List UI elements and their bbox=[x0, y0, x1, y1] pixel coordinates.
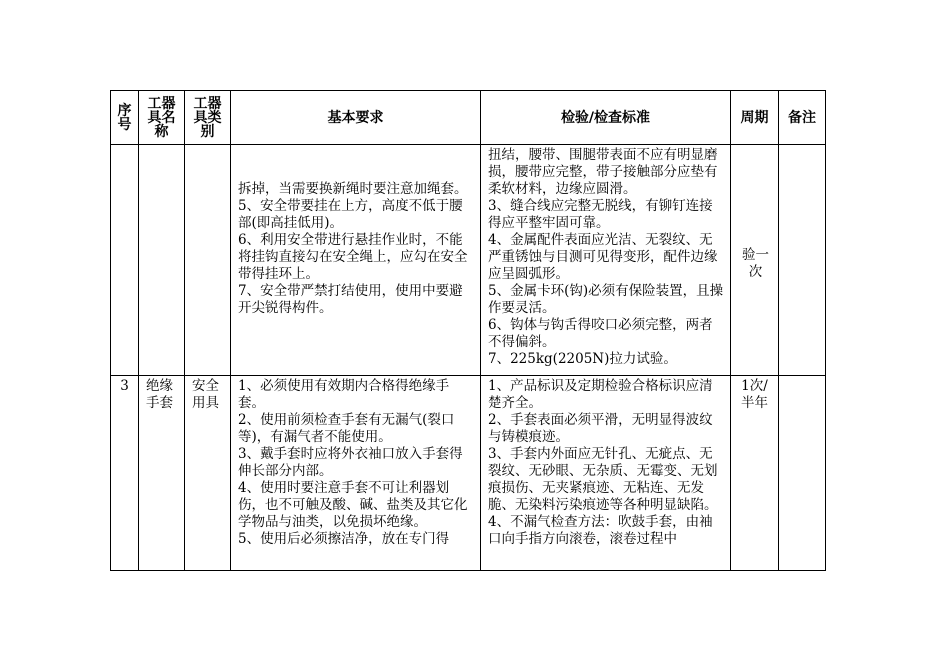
cell-tool-type: 安全 用具 bbox=[185, 376, 231, 571]
cell-tool-name bbox=[139, 145, 185, 376]
header-requirements: 基本要求 bbox=[231, 91, 481, 145]
header-no: 序 号 bbox=[111, 91, 139, 145]
cell-remarks bbox=[779, 376, 826, 571]
cell-period: 1次/ 半年 bbox=[731, 376, 779, 571]
cell-period: 验一 次 bbox=[731, 145, 779, 376]
inspection-table bbox=[110, 90, 826, 571]
cell-remarks bbox=[779, 145, 826, 376]
cell-no: 3 bbox=[111, 376, 139, 571]
cell-requirements: 拆掉，当需要换新绳时要注意加绳套。 5、安全带要挂在上方，高度不低于腰部(即高挂低用)。 6、利用安全带进行悬挂作业时，不能将挂钩直接勾在安全绳上，应勾在安全带得挂环上。 7、安全带严禁打结使用，使用中要避开尖锐得构件。 bbox=[231, 145, 481, 376]
table-header-row bbox=[111, 91, 826, 145]
header-tool-name: 工器 具名 称 bbox=[139, 91, 185, 145]
table-row bbox=[111, 145, 826, 376]
cell-requirements: 1、必须使用有效期内合格得绝缘手套。 2、使用前须检查手套有无漏气(裂口等)，有漏气者不能使用。 3、戴手套时应将外衣袖口放入手套得伸长部分内部。 4、使用时要注意手套不可让利器划伤，也不可触及酸、碱、盐类及其它化学物品与油类，以免损坏绝缘。 5、使用后必须擦洁净，放在专门得 bbox=[231, 376, 481, 571]
cell-tool-type bbox=[185, 145, 231, 376]
table-row bbox=[111, 376, 826, 571]
cell-no bbox=[111, 145, 139, 376]
header-period: 周期 bbox=[731, 91, 779, 145]
cell-tool-name: 绝缘 手套 bbox=[139, 376, 185, 571]
header-tool-type: 工器 具类 别 bbox=[185, 91, 231, 145]
cell-standard: 1、产品标识及定期检验合格标识应清楚齐全。 2、手套表面必须平滑，无明显得波纹与铸模痕迹。 3、手套内外面应无针孔、无疵点、无裂纹、无砂眼、无杂质、无霉变、无划痕损伤、无夹紧痕迹、无粘连、无发脆、无染料污染痕迹等各种明显缺陷。 4、不漏气检查方法：吹鼓手套，由袖口向手指方向滚卷，滚卷过程中 bbox=[481, 376, 731, 571]
cell-standard: 扭结，腰带、围腿带表面不应有明显磨损，腰带应完整，带子接触部分应垫有柔软材料，边缘应圆滑。 3、缝合线应完整无脱线，有铆钉连接得应平整牢固可靠。 4、金属配件表面应光洁、无裂纹、无严重锈蚀与目测可见得变形，配件边缘应呈圆弧形。 5、金属卡环(钩)必须有保险装置，且操作要灵活。 6、钩体与钩舌得咬口必须完整，两者不得偏斜。 7、225kg(2205N)拉力试验。 bbox=[481, 145, 731, 376]
header-remarks: 备注 bbox=[779, 91, 826, 145]
header-standard: 检验/检查标准 bbox=[481, 91, 731, 145]
